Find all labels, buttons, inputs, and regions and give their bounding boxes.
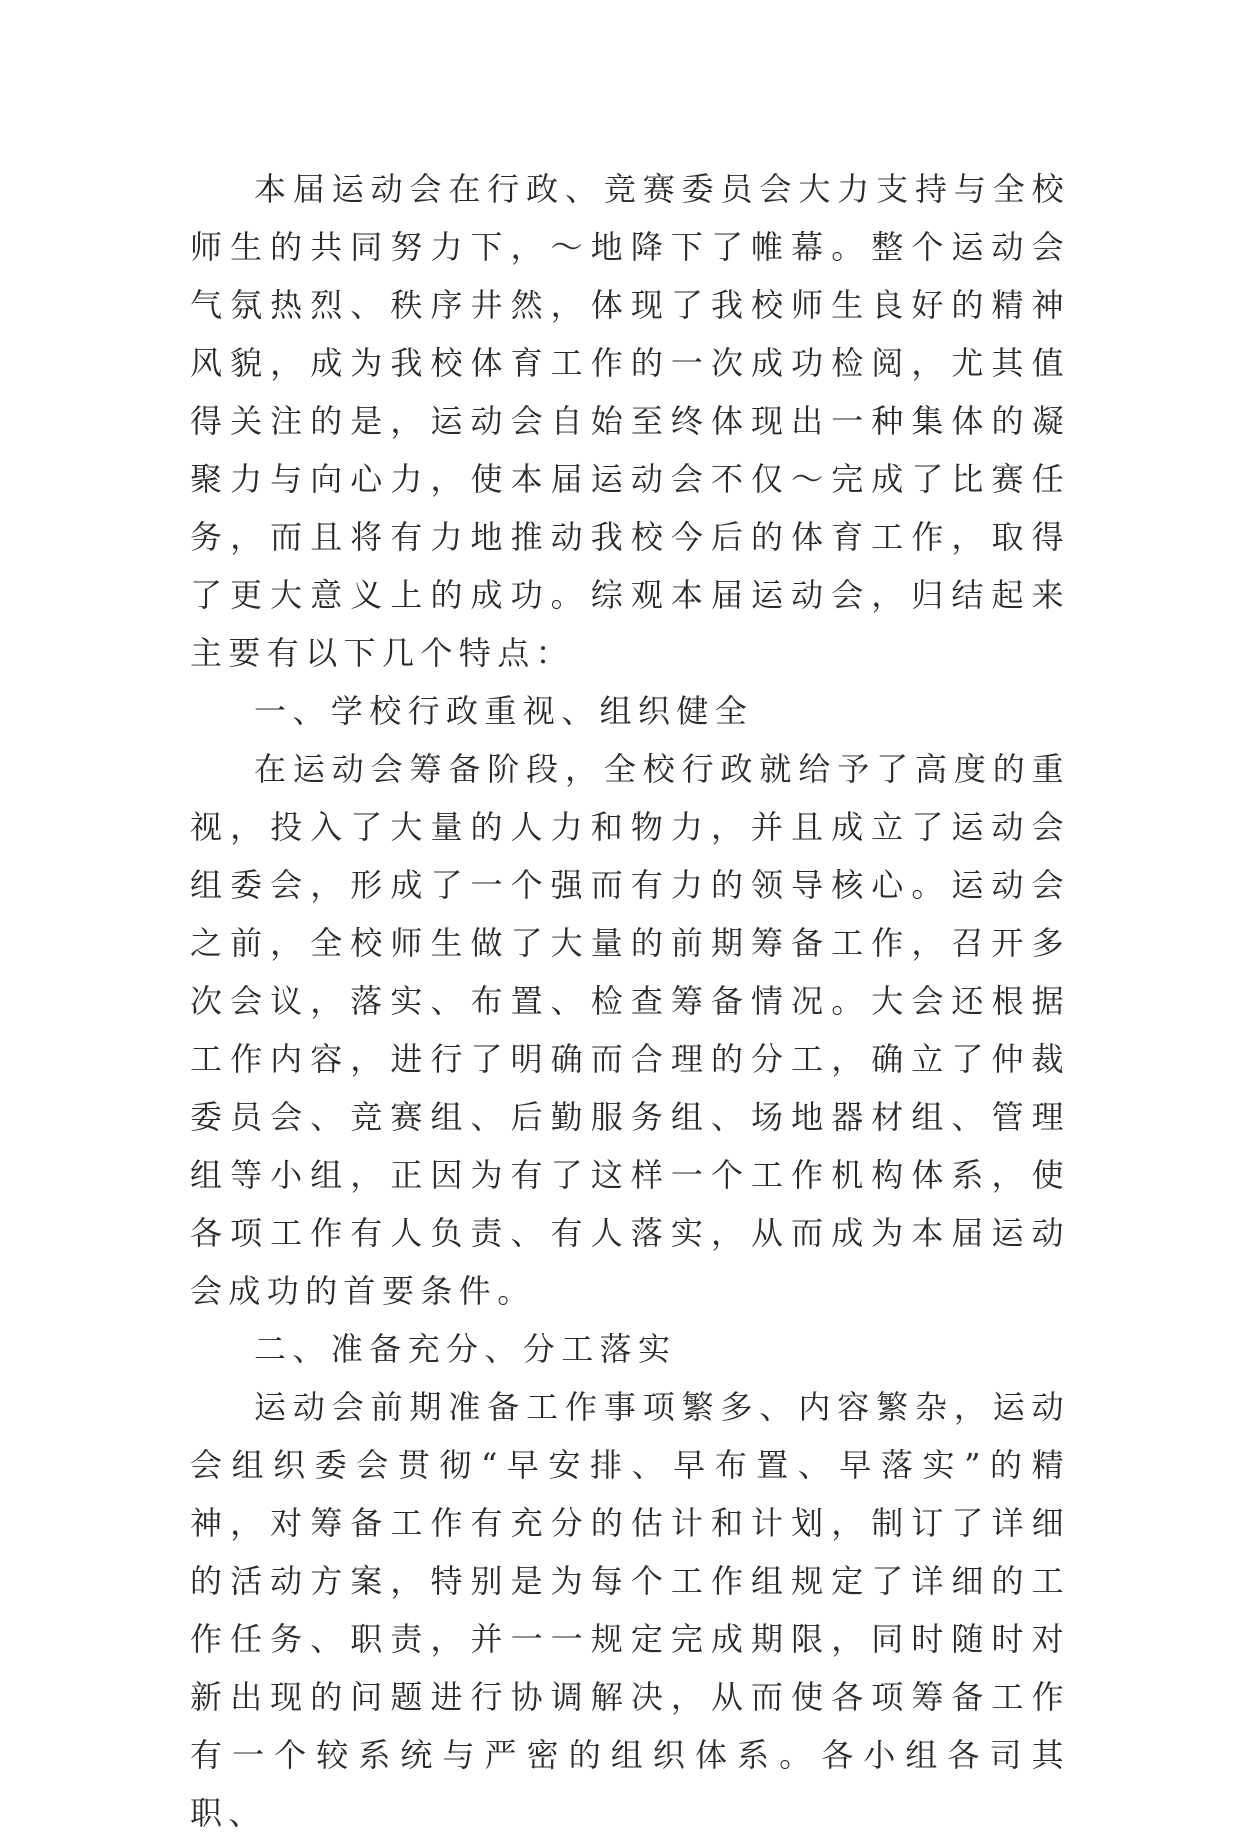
paragraph-section-1: 在运动会筹备阶段，全校行政就给予了高度的重视，投入了大量的人力和物力，并且成立了运动会组委会，形成了一个强而有力的领导核心。运动会之前，全校师生做了大量的前期筹备工作，召开多次会议，落实、布置、检查筹备情况。大会还根据工作内容，进行了明确而合理的分工，确立了仲裁委员会、竞赛组、后勤服务组、场地器材组、管理组等小组，正因为有了这样一个工作机构体系，使各项工作有人负责、有人落实，从而成为本届运动会成功的首要条件。 (190, 750, 1070, 1310)
paragraph-section-2: 运动会前期准备工作事项繁多、内容繁杂，运动会组织委会贯彻“早安排、早布置、早落实”的精神，对筹备工作有充分的估计和计划，制订了详细的活动方案，特别是为每个工作组规定了详细的工作任务、职责，并一一规定完成期限，同时随时对新出现的问题进行协调解决，从而使各项筹备工作有一个较系统与严密的组织体系。各小组各司其职、 (190, 1388, 1070, 1832)
section-heading-2: 二、准备充分、分工落实 (254, 1330, 677, 1368)
paragraph-intro: 本届运动会在行政、竞赛委员会大力支持与全校师生的共同努力下，～地降下了帷幕。整个运动会气氛热烈、秩序井然，体现了我校师生良好的精神风貌，成为我校体育工作的一次成功检阅，尤其值得关注的是，运动会自始至终体现出一种集体的凝聚力与向心力，使本届运动会不仅～完成了比赛任务，而且将有力地推动我校今后的体育工作，取得了更大意义上的成功。综观本届运动会，归结起来主要有以下几个特点： (190, 170, 1070, 672)
document-body (190, 160, 1070, 1842)
section-heading-1: 一、学校行政重视、组织健全 (254, 692, 754, 730)
